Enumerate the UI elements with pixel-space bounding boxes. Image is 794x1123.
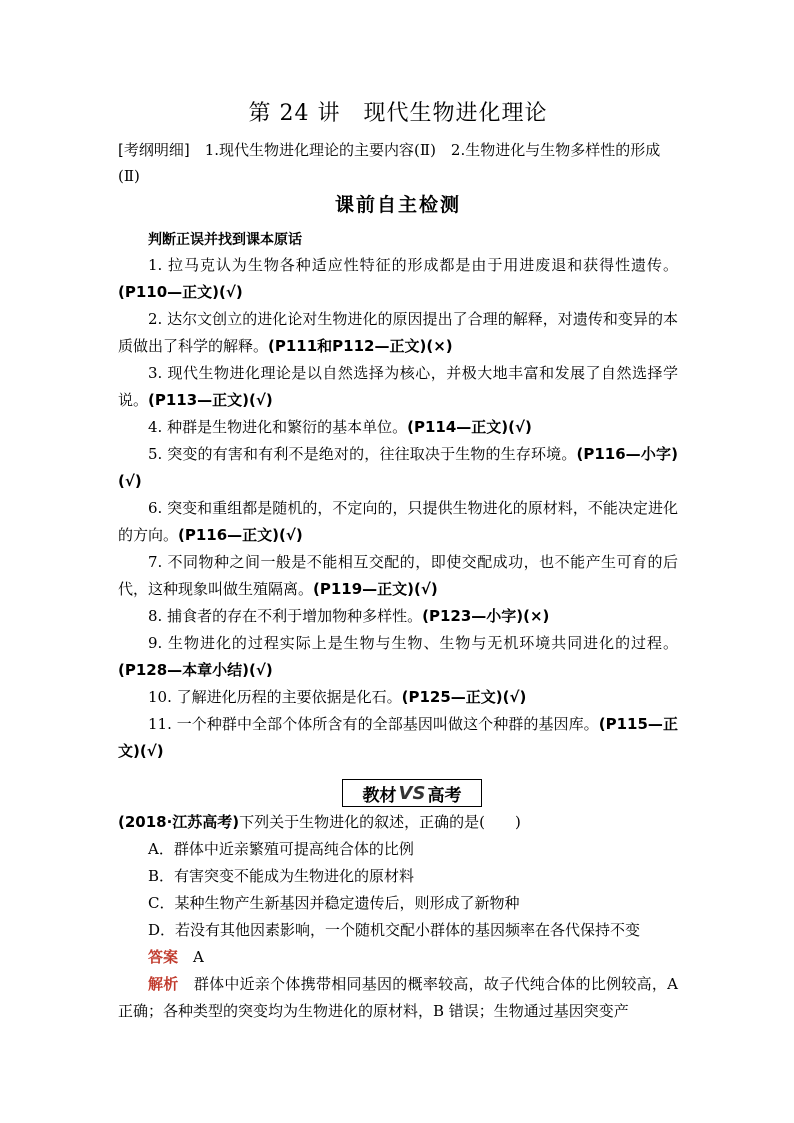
option-a: A．群体中近亲繁殖可提高纯合体的比例 bbox=[148, 840, 414, 858]
badge-right: 高考 bbox=[427, 785, 462, 806]
list-item: 4. 种群是生物进化和繁衍的基本单位。(P114—正文)(√) bbox=[148, 418, 532, 436]
badge-left: 教材 bbox=[362, 785, 397, 806]
judgement-items bbox=[118, 252, 678, 765]
outline-text: 1.现代生物进化理论的主要内容(Ⅱ) 2.生物进化与生物多样性的形成(Ⅱ) bbox=[118, 141, 661, 185]
analysis-label: 解析 bbox=[148, 975, 179, 993]
analysis-paragraph: 解析 群体中近亲个体携带相同基因的概率较高，故子代纯合体的比例较高，A 正确；各种类型的突变均为生物进化的原材料，B 错误；生物通过基因突变产 bbox=[118, 975, 678, 1020]
list-item: 10. 了解进化历程的主要依据是化石。(P125—正文)(√) bbox=[148, 688, 527, 706]
list-item: 11. 一个种群中全部个体所含有的全部基因叫做这个种群的基因库。(P115—正文)(√) bbox=[118, 715, 678, 760]
list-item: 2. 达尔文创立的进化论对生物进化的原因提出了合理的解释，对遗传和变异的本质做出了科学的解释。(P111和P112—正文)(×) bbox=[118, 310, 678, 355]
answer-label: 答案 bbox=[148, 948, 179, 966]
answer-value: A bbox=[178, 948, 204, 966]
question-stem: (2018·江苏高考)下列关于生物进化的叙述，正确的是( ) bbox=[118, 813, 521, 831]
option-c: C．某种生物产生新基因并稳定遗传后，则形成了新物种 bbox=[148, 894, 520, 912]
list-item: 8. 捕食者的存在不利于增加物种多样性。(P123—小字)(×) bbox=[148, 607, 550, 625]
list-item: 3. 现代生物进化理论是以自然选择为核心，并极大地丰富和发展了自然选择学说。(P113—正文)(√) bbox=[118, 364, 678, 409]
syllabus-outline bbox=[118, 137, 678, 189]
option-d: D．若没有其他因素影响，一个随机交配小群体的基因频率在各代保持不变 bbox=[148, 921, 641, 939]
list-item: 1. 拉马克认为生物各种适应性特征的形成都是由于用进废退和获得性遗传。(P110—正文)(√) bbox=[118, 256, 678, 301]
textbook-vs-exam-badge bbox=[342, 779, 482, 807]
badge-vs: VS bbox=[398, 782, 426, 804]
subheading: 判断正误并找到课本原话 bbox=[148, 232, 302, 248]
list-item: 9. 生物进化的过程实际上是生物与生物、生物与无机环境共同进化的过程。(P128—本章小结)(√) bbox=[118, 634, 678, 679]
list-item: 5. 突变的有害和有利不是绝对的，往往取决于生物的生存环境。(P116—小字)(√) bbox=[118, 445, 678, 490]
section-heading: 课前自主检测 bbox=[334, 194, 461, 216]
answer-line bbox=[118, 944, 678, 971]
exam-question bbox=[118, 809, 678, 1025]
outline-tag: [考纲明细] bbox=[118, 141, 190, 159]
option-b: B．有害突变不能成为生物进化的原材料 bbox=[148, 867, 415, 885]
list-item: 7. 不同物种之间一般是不能相互交配的，即使交配成功，也不能产生可育的后代，这种现象叫做生殖隔离。(P119—正文)(√) bbox=[118, 553, 678, 598]
list-item: 6. 突变和重组都是随机的，不定向的，只提供生物进化的原材料，不能决定进化的方向。(P116—正文)(√) bbox=[118, 499, 678, 544]
lesson-title: 第 24 讲 现代生物进化理论 bbox=[248, 101, 548, 126]
question-source: (2018·江苏高考) bbox=[118, 813, 240, 831]
